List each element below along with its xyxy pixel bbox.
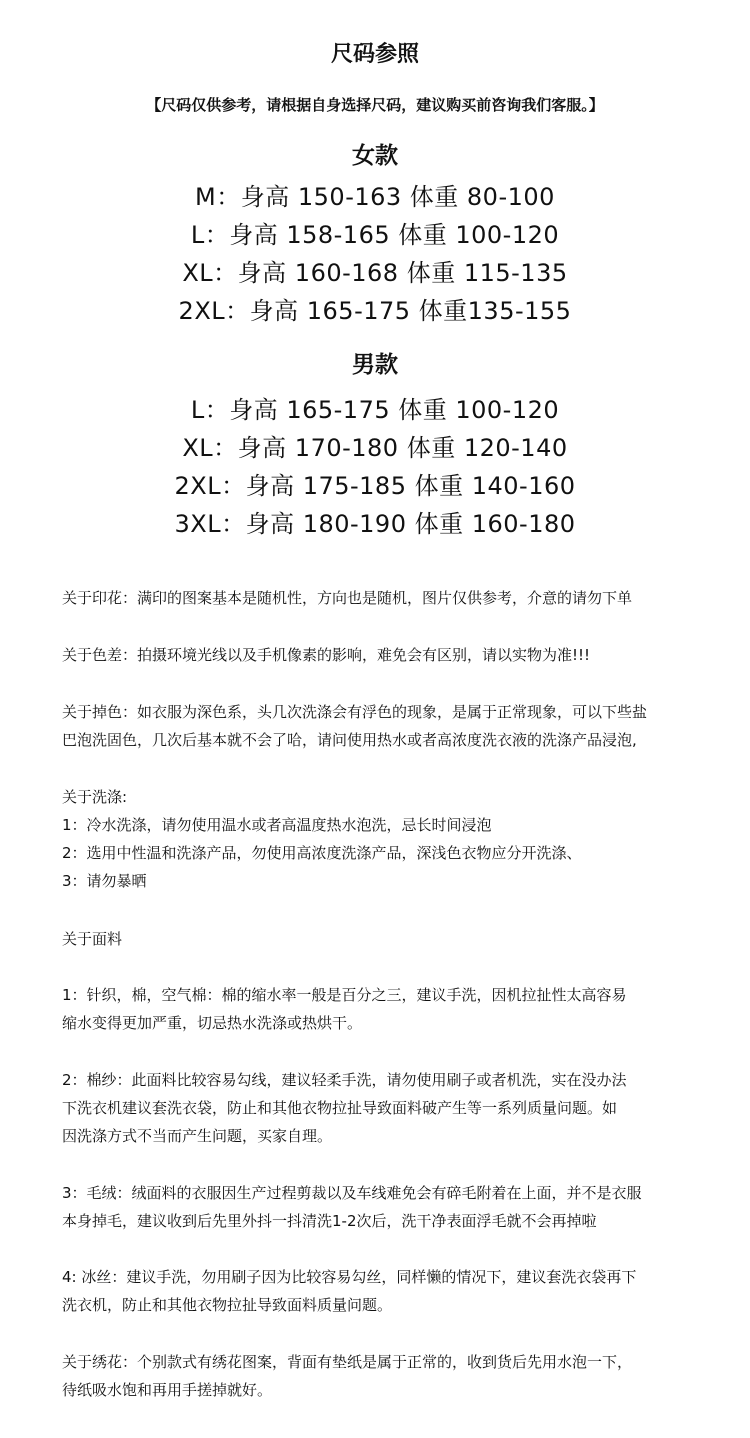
size-notice: 【尺码仅供参考，请根据自身选择尺码，建议购买前咨询我们客服。】 (146, 96, 604, 114)
color-difference-note (62, 641, 742, 669)
fabric-title-line: 关于面料 (62, 930, 123, 948)
fabric-note-line: 下洗衣机建议套洗衣袋，防止和其他衣物拉扯导致面料破产生等一系列质量问题。如 (62, 1099, 618, 1117)
fabric-note-line: 本身掉毛，建议收到后先里外抖一抖清洗1-2次后，洗干净表面浮毛就不会再掉啦 (62, 1212, 597, 1230)
women-size-l: L：身高 158-165 体重 100-120 (190, 221, 560, 249)
fabric-note-4 (62, 1263, 742, 1319)
washing-note (62, 783, 742, 895)
fabric-note-line: 3：毛绒：绒面料的衣服因生产过程剪裁以及车线难免会有碎毛附着在上面，并不是衣服 (62, 1184, 642, 1202)
men-size-l: L：身高 165-175 体重 100-120 (190, 396, 560, 424)
fabric-note-line: 洗衣机，防止和其他衣物拉扯导致面料质量问题。 (62, 1296, 393, 1314)
embroidery-note (62, 1348, 742, 1404)
women-size-2xl: 2XL：身高 165-175 体重135-155 (178, 297, 572, 325)
men-size-3xl: 3XL：身高 180-190 体重 160-180 (174, 510, 576, 538)
fabric-note-2 (62, 1066, 742, 1150)
fabric-note-3 (62, 1179, 742, 1235)
color-difference-note-line: 关于色差：拍摄环境光线以及手机像素的影响，难免会有区别，请以实物为准!!! (62, 646, 591, 664)
washing-note-item: 3：请勿暴晒 (62, 872, 147, 890)
washing-note-title: 关于洗涤: (62, 788, 128, 806)
fading-note (62, 698, 742, 754)
fading-note-line: 巴泡洗固色，几次后基本就不会了哈，请问使用热水或者高浓度洗衣液的洗涤产品浸泡, (62, 731, 637, 749)
fabric-note-line: 缩水变得更加严重，切忌热水洗涤或热烘干。 (62, 1014, 363, 1032)
women-size-m: M：身高 150-163 体重 80-100 (195, 183, 555, 211)
fabric-note-line: 4: 冰丝：建议手洗，勿用刷子因为比较容易勾丝，同样懒的情况下，建议套洗衣袋再下 (62, 1268, 637, 1286)
men-section-title: 男款 (352, 352, 398, 378)
men-size-2xl: 2XL：身高 175-185 体重 140-160 (174, 472, 576, 500)
women-size-xl: XL：身高 160-168 体重 115-135 (182, 259, 568, 287)
embroidery-note-line: 待纸吸水饱和再用手搓掉就好。 (62, 1381, 273, 1399)
printing-note (62, 584, 742, 612)
embroidery-note-line: 关于绣花：个别款式有绣花图案，背面有垫纸是属于正常的，收到货后先用水泡一下， (62, 1353, 633, 1371)
printing-note-line: 关于印花：满印的图案基本是随机性，方向也是随机，图片仅供参考，介意的请勿下单 (62, 589, 633, 607)
fabric-title (62, 925, 742, 953)
page-title: 尺码参照 (330, 42, 419, 67)
fabric-note-line: 因洗涤方式不当而产生问题，买家自理。 (62, 1127, 333, 1145)
men-size-xl: XL：身高 170-180 体重 120-140 (182, 434, 568, 462)
washing-note-item: 2：选用中性温和洗涤产品，勿使用高浓度洗涤产品，深浅色衣物应分开洗涤、 (62, 844, 582, 862)
women-section-title: 女款 (352, 143, 398, 169)
fabric-note-line: 2：棉纱：此面料比较容易勾线，建议轻柔手洗，请勿使用刷子或者机洗，实在没办法 (62, 1071, 627, 1089)
fabric-note-1 (62, 981, 742, 1037)
washing-note-item: 1：冷水洗涤，请勿使用温水或者高温度热水泡洗，忌长时间浸泡 (62, 816, 492, 834)
fading-note-line: 关于掉色：如衣服为深色系，头几次洗涤会有浮色的现象，是属于正常现象，可以下些盐 (62, 703, 648, 721)
fabric-note-line: 1：针织，棉，空气棉：棉的缩水率一般是百分之三，建议手洗，因机拉扯性太高容易 (62, 986, 627, 1004)
